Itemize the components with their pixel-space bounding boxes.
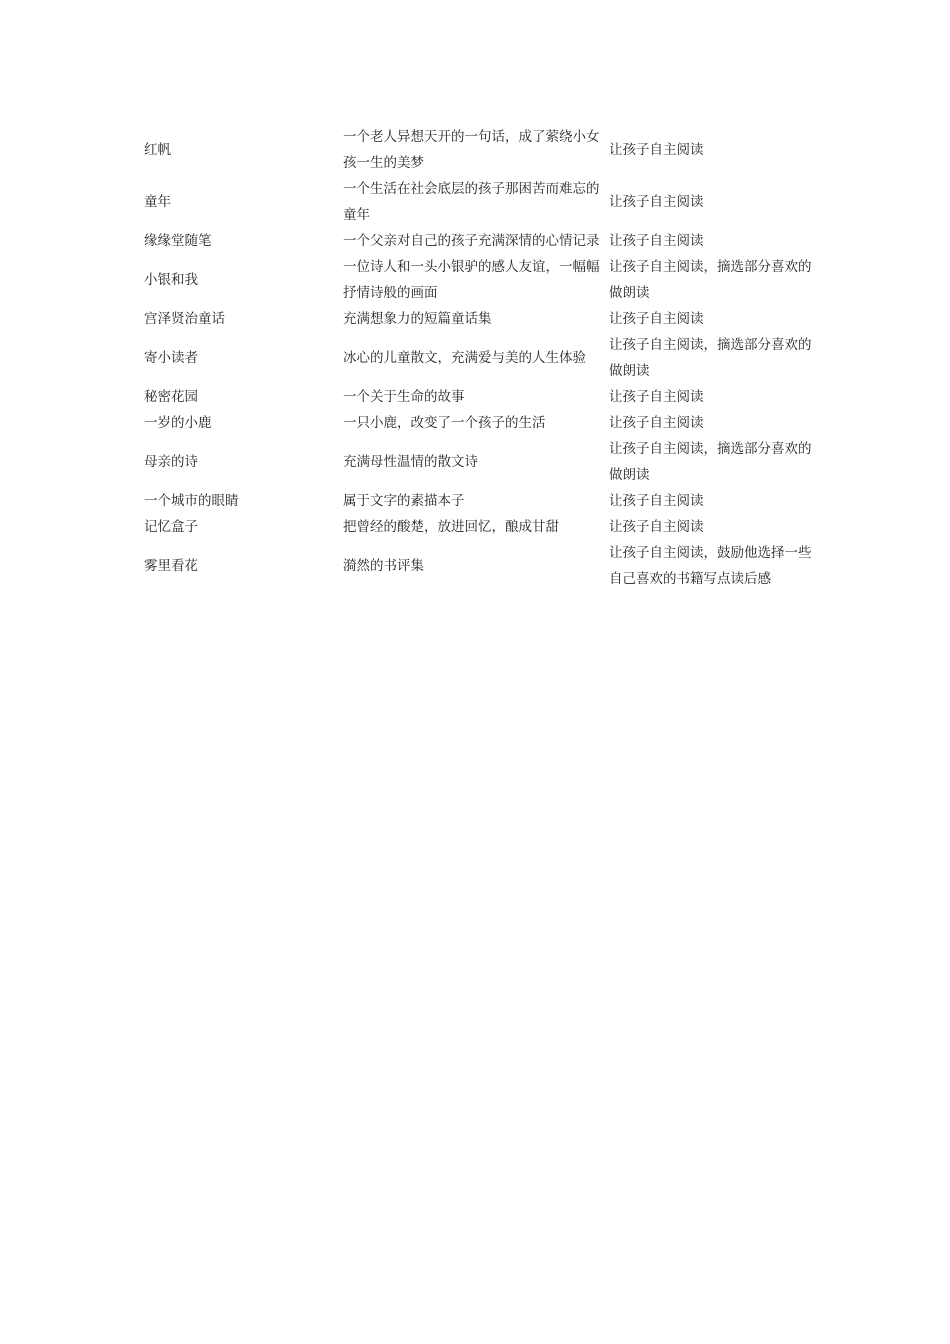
- reading-advice: 让孩子自主阅读: [609, 519, 704, 535]
- reading-advice: 让孩子自主阅读，摘选部分喜欢的做朗读: [609, 441, 812, 483]
- table-row: [144, 306, 812, 332]
- book-title: 寄小读者: [144, 350, 198, 366]
- book-title: 一岁的小鹿: [144, 415, 212, 431]
- table-row: [144, 540, 812, 592]
- book-title: 一个城市的眼睛: [144, 493, 239, 509]
- reading-advice: 让孩子自主阅读: [609, 233, 704, 249]
- book-description: 一位诗人和一头小银驴的感人友谊，一幅幅抒情诗般的画面: [343, 259, 600, 301]
- book-description: 一只小鹿，改变了一个孩子的生活: [343, 415, 546, 431]
- table-row: [144, 488, 812, 514]
- table-row: [144, 332, 812, 384]
- reading-advice: 让孩子自主阅读: [609, 415, 704, 431]
- book-description: 属于文字的素描本子: [343, 493, 465, 509]
- book-description: 充满想象力的短篇童话集: [343, 311, 492, 327]
- reading-advice: 让孩子自主阅读: [609, 142, 704, 158]
- book-title: 童年: [144, 194, 171, 210]
- book-title: 秘密花园: [144, 389, 198, 405]
- table-row: [144, 254, 812, 306]
- reading-advice: 让孩子自主阅读: [609, 311, 704, 327]
- table-row: [144, 384, 812, 410]
- reading-advice: 让孩子自主阅读: [609, 493, 704, 509]
- reading-advice: 让孩子自主阅读，摘选部分喜欢的做朗读: [609, 259, 812, 301]
- book-description: 冰心的儿童散文，充满爱与美的人生体验: [343, 350, 586, 366]
- reading-advice: 让孩子自主阅读: [609, 389, 704, 405]
- book-title: 雾里看花: [144, 558, 198, 574]
- table-row: [144, 436, 812, 488]
- book-description: 一个父亲对自己的孩子充满深情的心情记录: [343, 233, 600, 249]
- table-row: [144, 228, 812, 254]
- book-title: 宫泽贤治童话: [144, 311, 225, 327]
- reading-advice: 让孩子自主阅读，鼓励他选择一些自己喜欢的书籍写点读后感: [609, 545, 812, 587]
- book-description: 充满母性温情的散文诗: [343, 454, 478, 470]
- table-row: [144, 124, 812, 176]
- book-title: 缘缘堂随笔: [144, 233, 212, 249]
- book-description: 一个生活在社会底层的孩子那困苦而难忘的童年: [343, 181, 600, 223]
- table-row: [144, 410, 812, 436]
- table-row: [144, 176, 812, 228]
- reading-advice: 让孩子自主阅读: [609, 194, 704, 210]
- reading-list-table: [144, 124, 812, 592]
- book-description: 一个老人异想天开的一句话，成了萦绕小女孩一生的美梦: [343, 129, 600, 171]
- reading-advice: 让孩子自主阅读，摘选部分喜欢的做朗读: [609, 337, 812, 379]
- book-title: 红帆: [144, 142, 171, 158]
- table-row: [144, 514, 812, 540]
- book-title: 小银和我: [144, 272, 198, 288]
- book-description: 一个关于生命的故事: [343, 389, 465, 405]
- book-title: 记忆盒子: [144, 519, 198, 535]
- book-description: 漪然的书评集: [343, 558, 424, 574]
- book-description: 把曾经的酸楚，放进回忆，酿成甘甜: [343, 519, 559, 535]
- book-title: 母亲的诗: [144, 454, 198, 470]
